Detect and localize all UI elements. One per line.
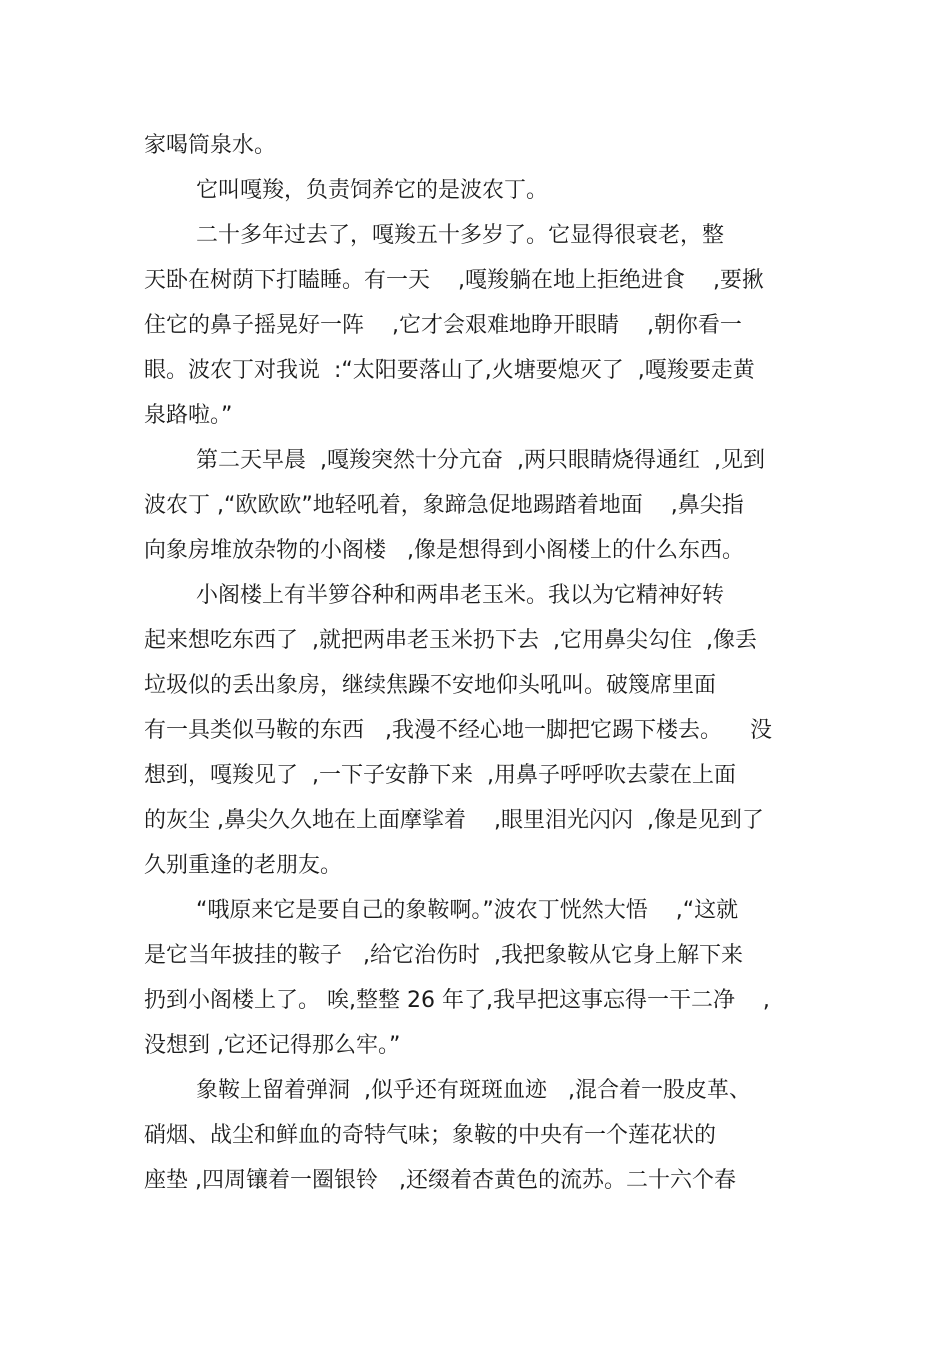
text-line-10: 向象房堆放杂物的小阁楼 ,像是想得到小阁楼上的什么东西。: [144, 538, 744, 563]
text-line-21: 没想到 ,它还记得那么牢。”: [144, 1033, 401, 1058]
text-line-7: 泉路啦。”: [144, 403, 233, 428]
text-line-13: 垃圾似的丢出象房，继续焦躁不安地仰头吼叫。破篾席里面: [144, 673, 717, 698]
text-line-19: 是它当年披挂的鞍子 ,给它治伤时 ,我把象鞍从它身上解下来: [144, 943, 743, 968]
text-line-16: 的灰尘 ,鼻尖久久地在上面摩挲着 ,眼里泪光闪闪 ,像是见到了: [144, 808, 764, 833]
text-line-8: 第二天早晨 ,嘎羧突然十分亢奋 ,两只眼睛烧得通红 ,见到: [196, 448, 765, 473]
text-line-4: 天卧在树荫下打瞌睡。有一天 ,嘎羧躺在地上拒绝进食 ,要揪: [144, 268, 764, 293]
text-line-15: 想到，嘎羧见了 ,一下子安静下来 ,用鼻子呼呼吹去蒙在上面: [144, 763, 736, 788]
text-line-9: 波农丁 ,“欧欧欧”地轻吼着，象蹄急促地踢踏着地面 ,鼻尖指: [144, 493, 744, 518]
text-line-6: 眼。波农丁对我说 :“太阳要落山了,火塘要熄灭了 ,嘎羧要走黄: [144, 358, 755, 383]
text-line-24: 座垫 ,四周镶着一圈银铃 ,还缀着杏黄色的流苏。二十六个春: [144, 1168, 736, 1193]
text-line-17: 久别重逢的老朋友。: [144, 853, 343, 878]
text-line-14: 有一具类似马鞍的东西 ,我漫不经心地一脚把它踢下楼去。 没: [144, 718, 772, 743]
text-line-20: 扔到小阁楼上了。 唉,整整 26 年了,我早把这事忘得一干二净 ,: [144, 988, 770, 1013]
text-line-1: 家喝筒泉水。: [144, 133, 277, 158]
text-line-12: 起来想吃东西了 ,就把两串老玉米扔下去 ,它用鼻尖勾住 ,像丢: [144, 628, 757, 653]
text-line-22: 象鞍上留着弹洞 ,似乎还有斑斑血迹 ,混合着一股皮革、: [196, 1078, 751, 1103]
text-line-5: 住它的鼻子摇晃好一阵 ,它才会艰难地睁开眼睛 ,朝你看一: [144, 313, 742, 338]
text-line-11: 小阁楼上有半箩谷种和两串老玉米。我以为它精神好转: [196, 583, 725, 608]
text-line-18: “哦原来它是要自己的象鞍啊。”波农丁恍然大悟 ,“这就: [196, 898, 739, 923]
text-line-23: 硝烟、战尘和鲜血的奇特气味；象鞍的中央有一个莲花状的: [144, 1123, 717, 1148]
text-line-3: 二十多年过去了，嘎羧五十多岁了。它显得很衰老，整: [196, 223, 725, 248]
text-line-2: 它叫嘎羧，负责饲养它的是波农丁。: [196, 178, 549, 203]
